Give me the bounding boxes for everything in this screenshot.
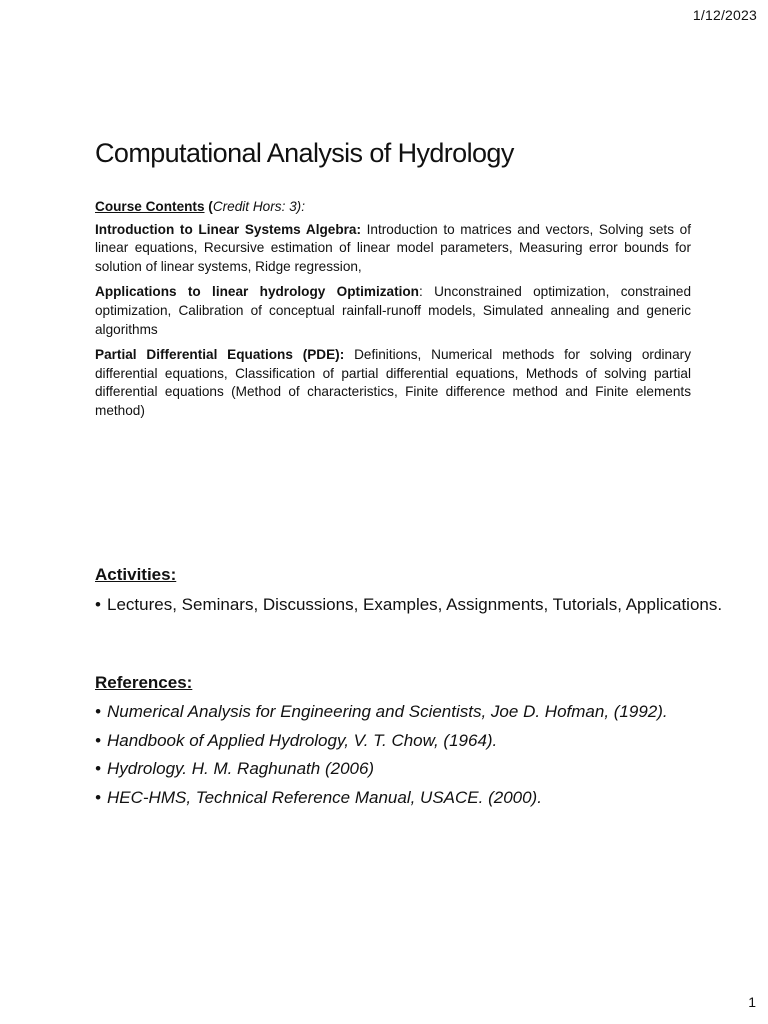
- section-heading: Partial Differential Equations (PDE):: [95, 347, 345, 363]
- activities-heading: Activities:: [95, 565, 177, 584]
- bullet-icon: •: [95, 730, 101, 750]
- page-number: 1: [748, 994, 756, 1010]
- section-heading: Introduction to Linear Systems Algebra:: [95, 221, 362, 237]
- course-contents-block: [95, 198, 691, 428]
- course-contents-label: Course Contents: [95, 199, 205, 214]
- list-item: [95, 758, 735, 779]
- references-heading: References:: [95, 673, 193, 692]
- bullet-icon: •: [95, 787, 101, 807]
- activities-list: [95, 594, 735, 615]
- section-text: : Unconstrained optimization, constrained optimization, Calibration of conceptual rainfall-runoff models, Simulated annealing and generic algorithms: [95, 284, 692, 337]
- reference-text: HEC-HMS, Technical Reference Manual, USACE. (2000).: [107, 787, 542, 807]
- section-text: Introduction to matrices and vectors, Solving sets of linear equations, Recursive estimation of linear model parameters, Measuring error bounds for solution of linear systems, Ridge regression,: [95, 221, 691, 274]
- list-item: [95, 730, 735, 751]
- bullet-icon: •: [95, 702, 101, 721]
- reference-text: Hydrology. H. M. Raghunath (2006): [107, 759, 375, 778]
- section-heading: Applications to linear hydrology Optimization: [95, 284, 419, 300]
- section-text: Definitions, Numerical methods for solving ordinary differential equations, Classification of partial differential equations, Methods of solving partial differential equations (Method of characteristics, Finite difference method and Finite elements method): [95, 347, 691, 418]
- bullet-icon: •: [95, 595, 101, 614]
- page-title: Computational Analysis of Hydrology: [95, 138, 514, 168]
- section-optimization: [95, 283, 691, 339]
- list-item: [95, 787, 735, 808]
- section-linear-algebra: [95, 221, 691, 277]
- list-item: [95, 701, 735, 722]
- course-contents-line: [95, 198, 691, 217]
- reference-text: Numerical Analysis for Engineering and Scientists, Joe D. Hofman, (1992).: [107, 702, 668, 721]
- course-contents-paren: (: [204, 199, 213, 214]
- reference-text: Handbook of Applied Hydrology, V. T. Chow, (1964).: [107, 730, 498, 750]
- slide-date: 1/12/2023: [692, 7, 757, 23]
- credit-hours: Credit Hors: 3):: [212, 199, 305, 214]
- bullet-icon: •: [95, 759, 101, 778]
- references-list: [95, 701, 735, 815]
- activity-text: Lectures, Seminars, Discussions, Examples, Assignments, Tutorials, Applications.: [107, 595, 723, 614]
- list-item: [95, 594, 735, 615]
- section-pde: [95, 346, 691, 420]
